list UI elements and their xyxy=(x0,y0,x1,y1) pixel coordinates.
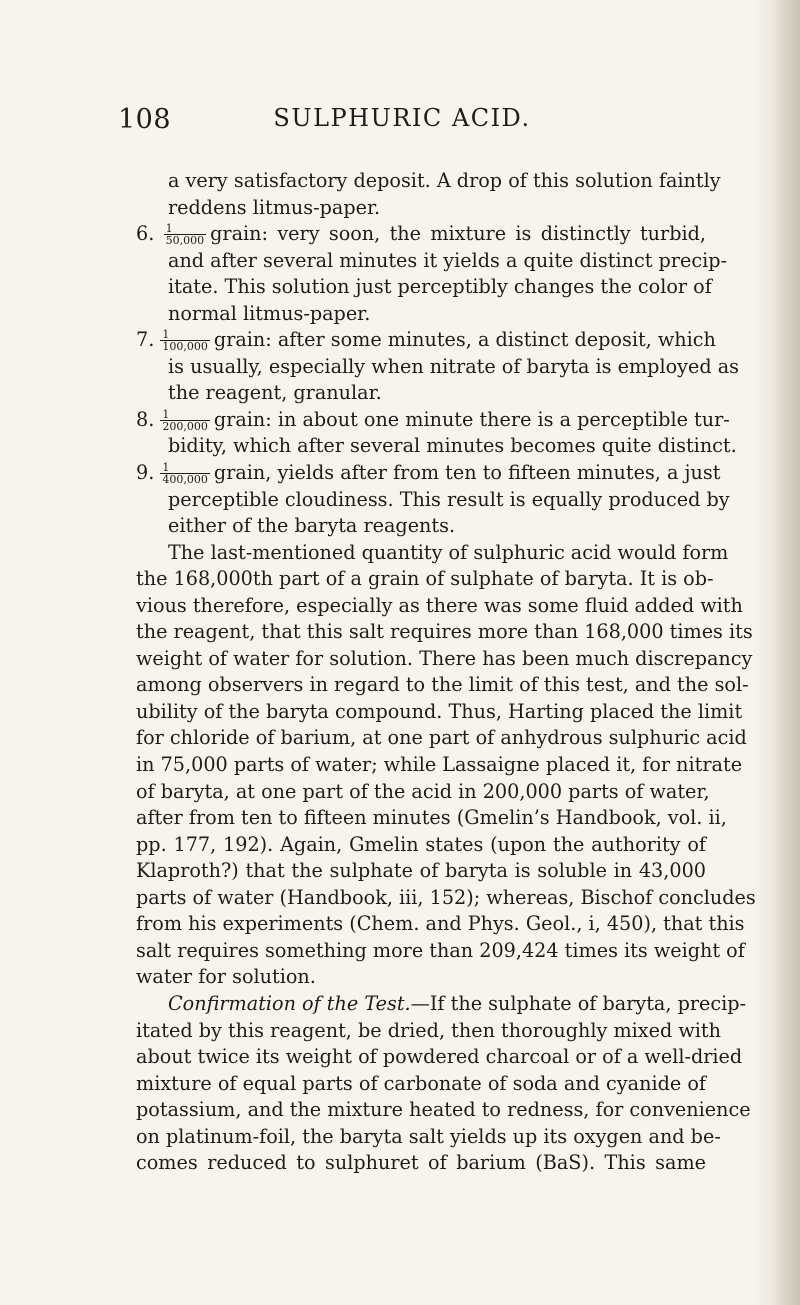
fraction xyxy=(160,409,210,432)
line-text: the reagent, that this salt requires more than 168,000 times its xyxy=(136,620,753,644)
text-line xyxy=(136,646,753,673)
fraction-denominator: 400,000 xyxy=(162,473,208,487)
text-line xyxy=(136,752,743,779)
line-text: after from ten to fifteen minutes (Gmelin’s Handbook, vol. ii, xyxy=(136,806,727,830)
text-line xyxy=(136,274,712,301)
text-line xyxy=(136,487,730,514)
line-text: grain, yields after from ten to fifteen minutes, a just xyxy=(213,461,721,485)
line-text: either of the baryta reagents. xyxy=(168,514,456,538)
fraction-numerator: 1 xyxy=(160,409,210,421)
line-text: normal litmus-paper. xyxy=(168,301,371,325)
line-text: a very satisfactory deposit. A drop of this solution faintly xyxy=(168,169,721,192)
text-line xyxy=(136,911,745,938)
line-text: among observers in regard to the limit of this test, and the sol- xyxy=(136,673,749,697)
text-line xyxy=(136,885,756,912)
text-line xyxy=(136,779,710,806)
text-line xyxy=(136,354,739,381)
text-line xyxy=(136,540,729,567)
line-text: for chloride of barium, at one part of anhydrous sulphuric acid xyxy=(136,726,747,750)
line-text: water for solution. xyxy=(136,965,316,989)
text-line xyxy=(136,1150,706,1177)
line-text: weight of water for solution. There has been much discrepancy xyxy=(136,646,753,670)
text-line xyxy=(136,1044,743,1071)
running-head: SULPHURIC ACID. xyxy=(273,104,531,132)
text-line xyxy=(136,380,706,407)
line-text: ubility of the baryta compound. Thus, Harting placed the limit xyxy=(136,699,743,723)
body-text xyxy=(136,168,756,1177)
line-text: vious therefore, especially as there was some fluid added with xyxy=(136,593,743,617)
line-text: mixture of equal parts of carbonate of soda and cyanide of xyxy=(136,1071,706,1095)
text-line xyxy=(136,168,721,195)
text-line xyxy=(136,221,706,248)
text-line xyxy=(136,1097,751,1124)
fraction-numerator: 1 xyxy=(164,223,207,235)
line-text: The last-mentioned quantity of sulphuric acid would form xyxy=(168,540,729,564)
text-line xyxy=(136,991,747,1018)
fraction xyxy=(160,462,210,485)
text-line xyxy=(136,513,706,540)
text-line xyxy=(136,858,706,885)
text-line xyxy=(136,832,706,859)
line-text: salt requires something more than 209,424 times its weight of xyxy=(136,938,745,962)
text-line xyxy=(136,1071,706,1098)
text-line xyxy=(136,248,727,275)
text-line xyxy=(136,725,747,752)
line-text: about twice its weight of powdered charcoal or of a well-dried xyxy=(136,1045,743,1069)
line-text: parts of water (Handbook, iii, 152); whereas, Bischof concludes xyxy=(136,885,756,909)
line-text: pp. 177, 192). Again, Gmelin states (upon the authority of xyxy=(136,832,706,856)
line-text: and after several minutes it yields a quite distinct precip- xyxy=(168,248,727,272)
text-line xyxy=(136,964,706,991)
line-text: perceptible cloudiness. This result is equally produced by xyxy=(168,487,730,511)
line-text: potassium, and the mixture heated to redness, for convenience xyxy=(136,1098,751,1122)
line-text: the reagent, granular. xyxy=(168,381,382,405)
text-line xyxy=(136,301,706,328)
line-text: itated by this reagent, be dried, then thoroughly mixed with xyxy=(136,1018,721,1042)
fraction xyxy=(160,329,210,352)
item-number: 6. xyxy=(136,222,164,246)
line-text: is usually, especially when nitrate of baryta is employed as xyxy=(168,354,739,378)
line-text: bidity, which after several minutes becomes quite distinct. xyxy=(168,434,737,458)
line-text: Klaproth?) that the sulphate of baryta is soluble in 43,000 xyxy=(136,859,706,883)
text-line xyxy=(136,566,714,593)
item-number: 8. xyxy=(136,407,161,431)
text-line xyxy=(136,619,753,646)
line-text: the 168,000th part of a grain of sulphate of baryta. It is ob- xyxy=(136,567,714,591)
text-line xyxy=(136,1018,721,1045)
text-line xyxy=(136,699,743,726)
line-text: grain: in about one minute there is a perceptible tur- xyxy=(213,407,730,431)
line-text: comes reduced to sulphuret of barium (BaS). This same xyxy=(136,1151,706,1175)
line-text: reddens litmus-paper. xyxy=(168,195,381,219)
line-text: of baryta, at one part of the acid in 200,000 parts of water, xyxy=(136,779,710,803)
item-number: 9. xyxy=(136,461,161,485)
text-line xyxy=(136,433,737,460)
text-line xyxy=(136,672,749,699)
text-line xyxy=(136,1124,721,1151)
line-text: grain: very soon, the mixture is distinctly turbid, xyxy=(210,222,707,246)
text-line xyxy=(136,327,716,354)
text-line xyxy=(136,938,745,965)
fraction-denominator: 100,000 xyxy=(162,340,208,354)
italic-heading: Confirmation of the Test. xyxy=(168,991,411,1015)
text-line xyxy=(136,407,730,434)
page-edge-shadow xyxy=(772,0,800,1305)
page-number: 108 xyxy=(118,104,172,135)
line-text: on platinum-foil, the baryta salt yields up its oxygen and be- xyxy=(136,1124,721,1148)
line-text: from his experiments (Chem. and Phys. Geol., i, 450), that this xyxy=(136,912,745,936)
text-line xyxy=(136,805,727,832)
text-line xyxy=(136,593,743,620)
item-number: 7. xyxy=(136,328,161,352)
fraction-numerator: 1 xyxy=(160,462,210,474)
page-header xyxy=(118,104,686,144)
line-text: itate. This solution just perceptibly changes the color of xyxy=(168,275,712,299)
fraction xyxy=(164,223,207,246)
text-line xyxy=(136,460,721,487)
fraction-denominator: 50,000 xyxy=(165,234,205,248)
fraction-denominator: 200,000 xyxy=(162,419,208,433)
text-line xyxy=(136,195,706,222)
line-text: —If the sulphate of baryta, precip- xyxy=(410,991,747,1015)
line-text: in 75,000 parts of water; while Lassaigne placed it, for nitrate xyxy=(136,753,743,777)
fraction-numerator: 1 xyxy=(160,329,210,341)
line-text: grain: after some minutes, a distinct deposit, which xyxy=(213,328,716,352)
